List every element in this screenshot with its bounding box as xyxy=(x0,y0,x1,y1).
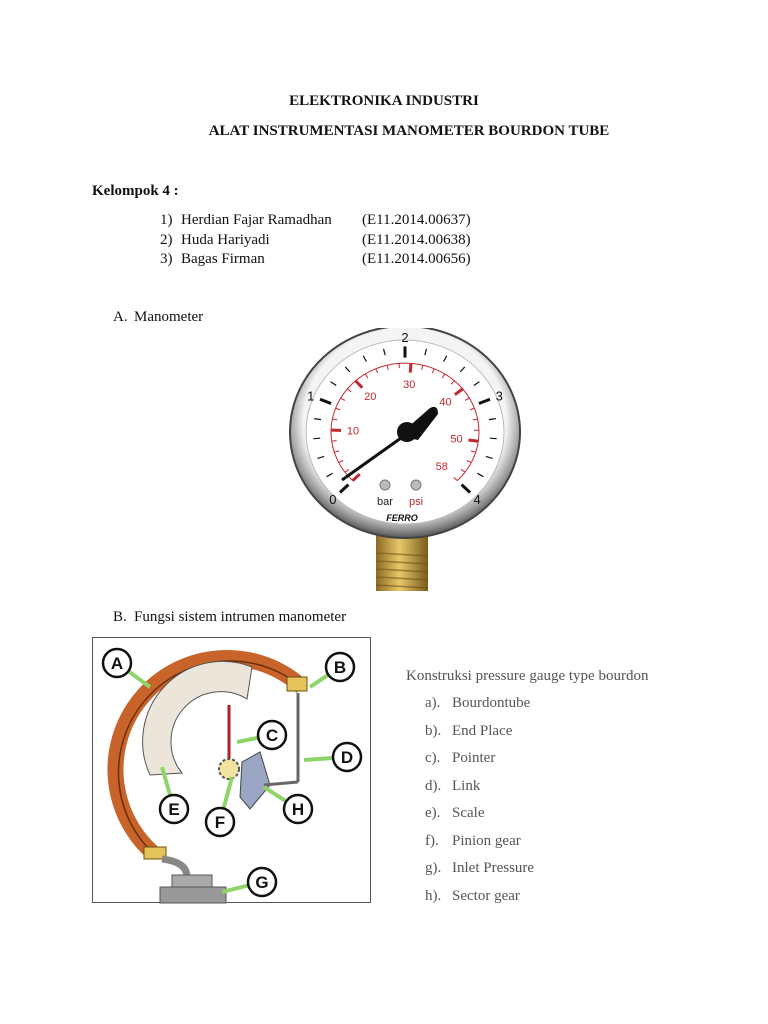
psi-label: 30 xyxy=(403,378,416,391)
bar-tick xyxy=(313,438,320,439)
psi-tick xyxy=(332,441,337,442)
callout-label: C xyxy=(265,726,279,745)
list-item-label: Sector gear xyxy=(452,888,520,904)
list-item-label: Scale xyxy=(452,805,485,821)
group-label: Kelompok 4 : xyxy=(92,183,179,199)
callout-label: H xyxy=(291,800,305,819)
member-name: Bagas Firman xyxy=(181,251,265,267)
section-a-letter: A. xyxy=(113,309,128,325)
construction-heading: Konstruksi pressure gauge type bourdon xyxy=(406,668,649,684)
member-name: Herdian Fajar Ramadhan xyxy=(181,212,332,228)
bourdon-tube-diagram xyxy=(92,637,372,905)
pinion-gear xyxy=(219,759,239,779)
bar-tick xyxy=(490,438,497,439)
section-a-title: Manometer xyxy=(134,309,204,325)
member-id: (E11.2014.00656) xyxy=(362,251,471,267)
bar-label: 1 xyxy=(307,388,315,404)
list-item-key: b). xyxy=(425,723,442,739)
unit-psi: psi xyxy=(408,496,424,508)
list-item-label: End Place xyxy=(452,723,513,739)
bar-label: 4 xyxy=(473,492,481,508)
document-title: ELEKTRONIKA INDUSTRI xyxy=(289,93,479,109)
list-item-key: c). xyxy=(425,750,441,766)
callout-label: E xyxy=(168,800,180,819)
document-subtitle: ALAT INSTRUMENTASI MANOMETER BOURDON TUBE xyxy=(208,123,610,139)
callout-label: A xyxy=(110,654,124,673)
list-item-label: Pinion gear xyxy=(452,833,521,849)
bar-label: 0 xyxy=(329,492,337,508)
psi-label: 20 xyxy=(364,391,377,404)
list-item-key: e). xyxy=(425,805,441,821)
list-item-key: g). xyxy=(425,860,442,876)
list-item-key: h). xyxy=(425,888,442,904)
bar-label: 2 xyxy=(401,330,409,346)
member-id: (E11.2014.00637) xyxy=(362,212,471,228)
psi-label: 58 xyxy=(435,461,448,474)
list-item-label: Bourdontube xyxy=(452,695,531,711)
list-item-label: Pointer xyxy=(452,750,496,766)
psi-label: 10 xyxy=(346,425,360,438)
callout-label: G xyxy=(255,873,269,892)
bar-label: 3 xyxy=(495,388,503,404)
member-number: 2) xyxy=(160,232,173,248)
member-number: 3) xyxy=(160,251,173,267)
screw-icon xyxy=(380,480,390,490)
section-b-title: Fungsi sistem intrumen manometer xyxy=(134,609,347,625)
list-item-key: f). xyxy=(425,833,439,849)
unit-bar: bar xyxy=(377,496,393,508)
member-name: Huda Hariyadi xyxy=(181,232,270,248)
psi-tick xyxy=(468,440,478,441)
section-b-letter: B. xyxy=(113,609,127,625)
list-item-key: d). xyxy=(425,778,442,794)
list-item-key: a). xyxy=(425,695,441,711)
member-number: 1) xyxy=(160,212,173,228)
list-item-label: Link xyxy=(452,778,481,794)
psi-tick xyxy=(410,363,411,372)
callout-label: D xyxy=(340,748,354,767)
end-piece xyxy=(287,677,307,691)
psi-label: 40 xyxy=(439,396,452,409)
brand-logo: FERRO xyxy=(386,513,418,523)
manometer-gauge-image xyxy=(280,328,530,593)
psi-label: 50 xyxy=(450,433,463,446)
callout-label: F xyxy=(214,813,226,832)
list-item-label: Inlet Pressure xyxy=(452,860,535,876)
screw-icon xyxy=(411,480,421,490)
member-id: (E11.2014.00638) xyxy=(362,232,471,248)
callout-label: B xyxy=(333,658,347,677)
